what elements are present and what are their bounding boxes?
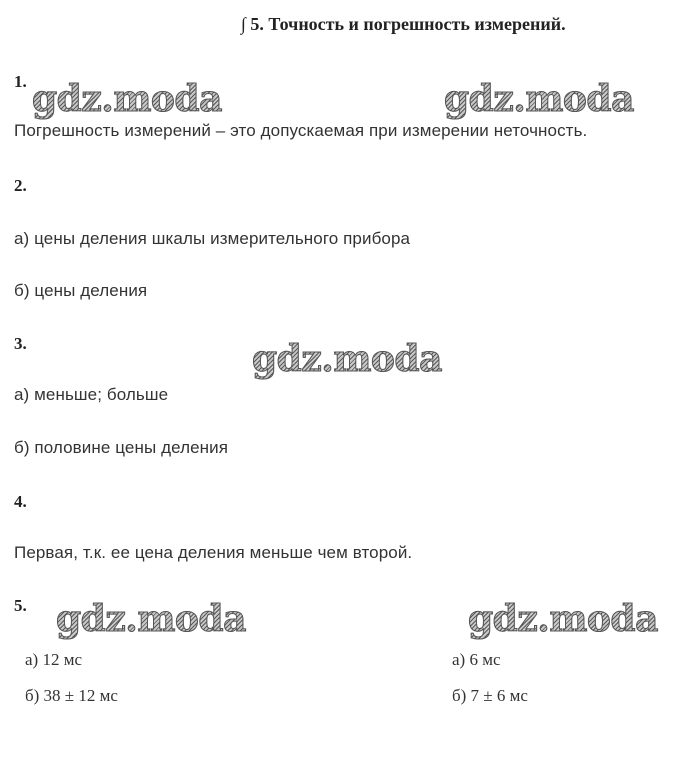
question-3-number: 3. (14, 334, 27, 353)
question-3-answer-a: а) меньше; больше (14, 385, 169, 404)
question-2-number: 2. (14, 176, 27, 195)
watermark: gdz.moda (32, 78, 222, 120)
question-5-number: 5. (14, 596, 27, 615)
watermark: gdz.moda (252, 338, 442, 380)
watermark: gdz.moda (56, 598, 246, 640)
question-2-answer-a: а) цены деления шкалы измерительного прибора (14, 229, 411, 248)
question-4-answer: Первая, т.к. ее цена деления меньше чем второй. (14, 543, 413, 562)
question-4-number: 4. (14, 492, 27, 511)
question-5-right-answer-a: а) 6 мс (452, 650, 501, 669)
question-5-left-answer-b: б) 38 ± 12 мс (25, 686, 118, 705)
question-2-answer-b: б) цены деления (14, 281, 148, 300)
watermark: gdz.moda (468, 598, 658, 640)
question-1-answer: Погрешность измерений – это допускаемая при измерении неточность. (14, 121, 588, 140)
question-3-answer-b: б) половине цены деления (14, 438, 229, 457)
page-title: ∫ 5. Точность и погрешность измерений. (241, 14, 566, 34)
question-1-number: 1. (14, 72, 27, 91)
watermark: gdz.moda (444, 78, 634, 120)
question-5-right-answer-b: б) 7 ± 6 мс (452, 686, 528, 705)
question-5-left-answer-a: а) 12 мс (25, 650, 83, 669)
